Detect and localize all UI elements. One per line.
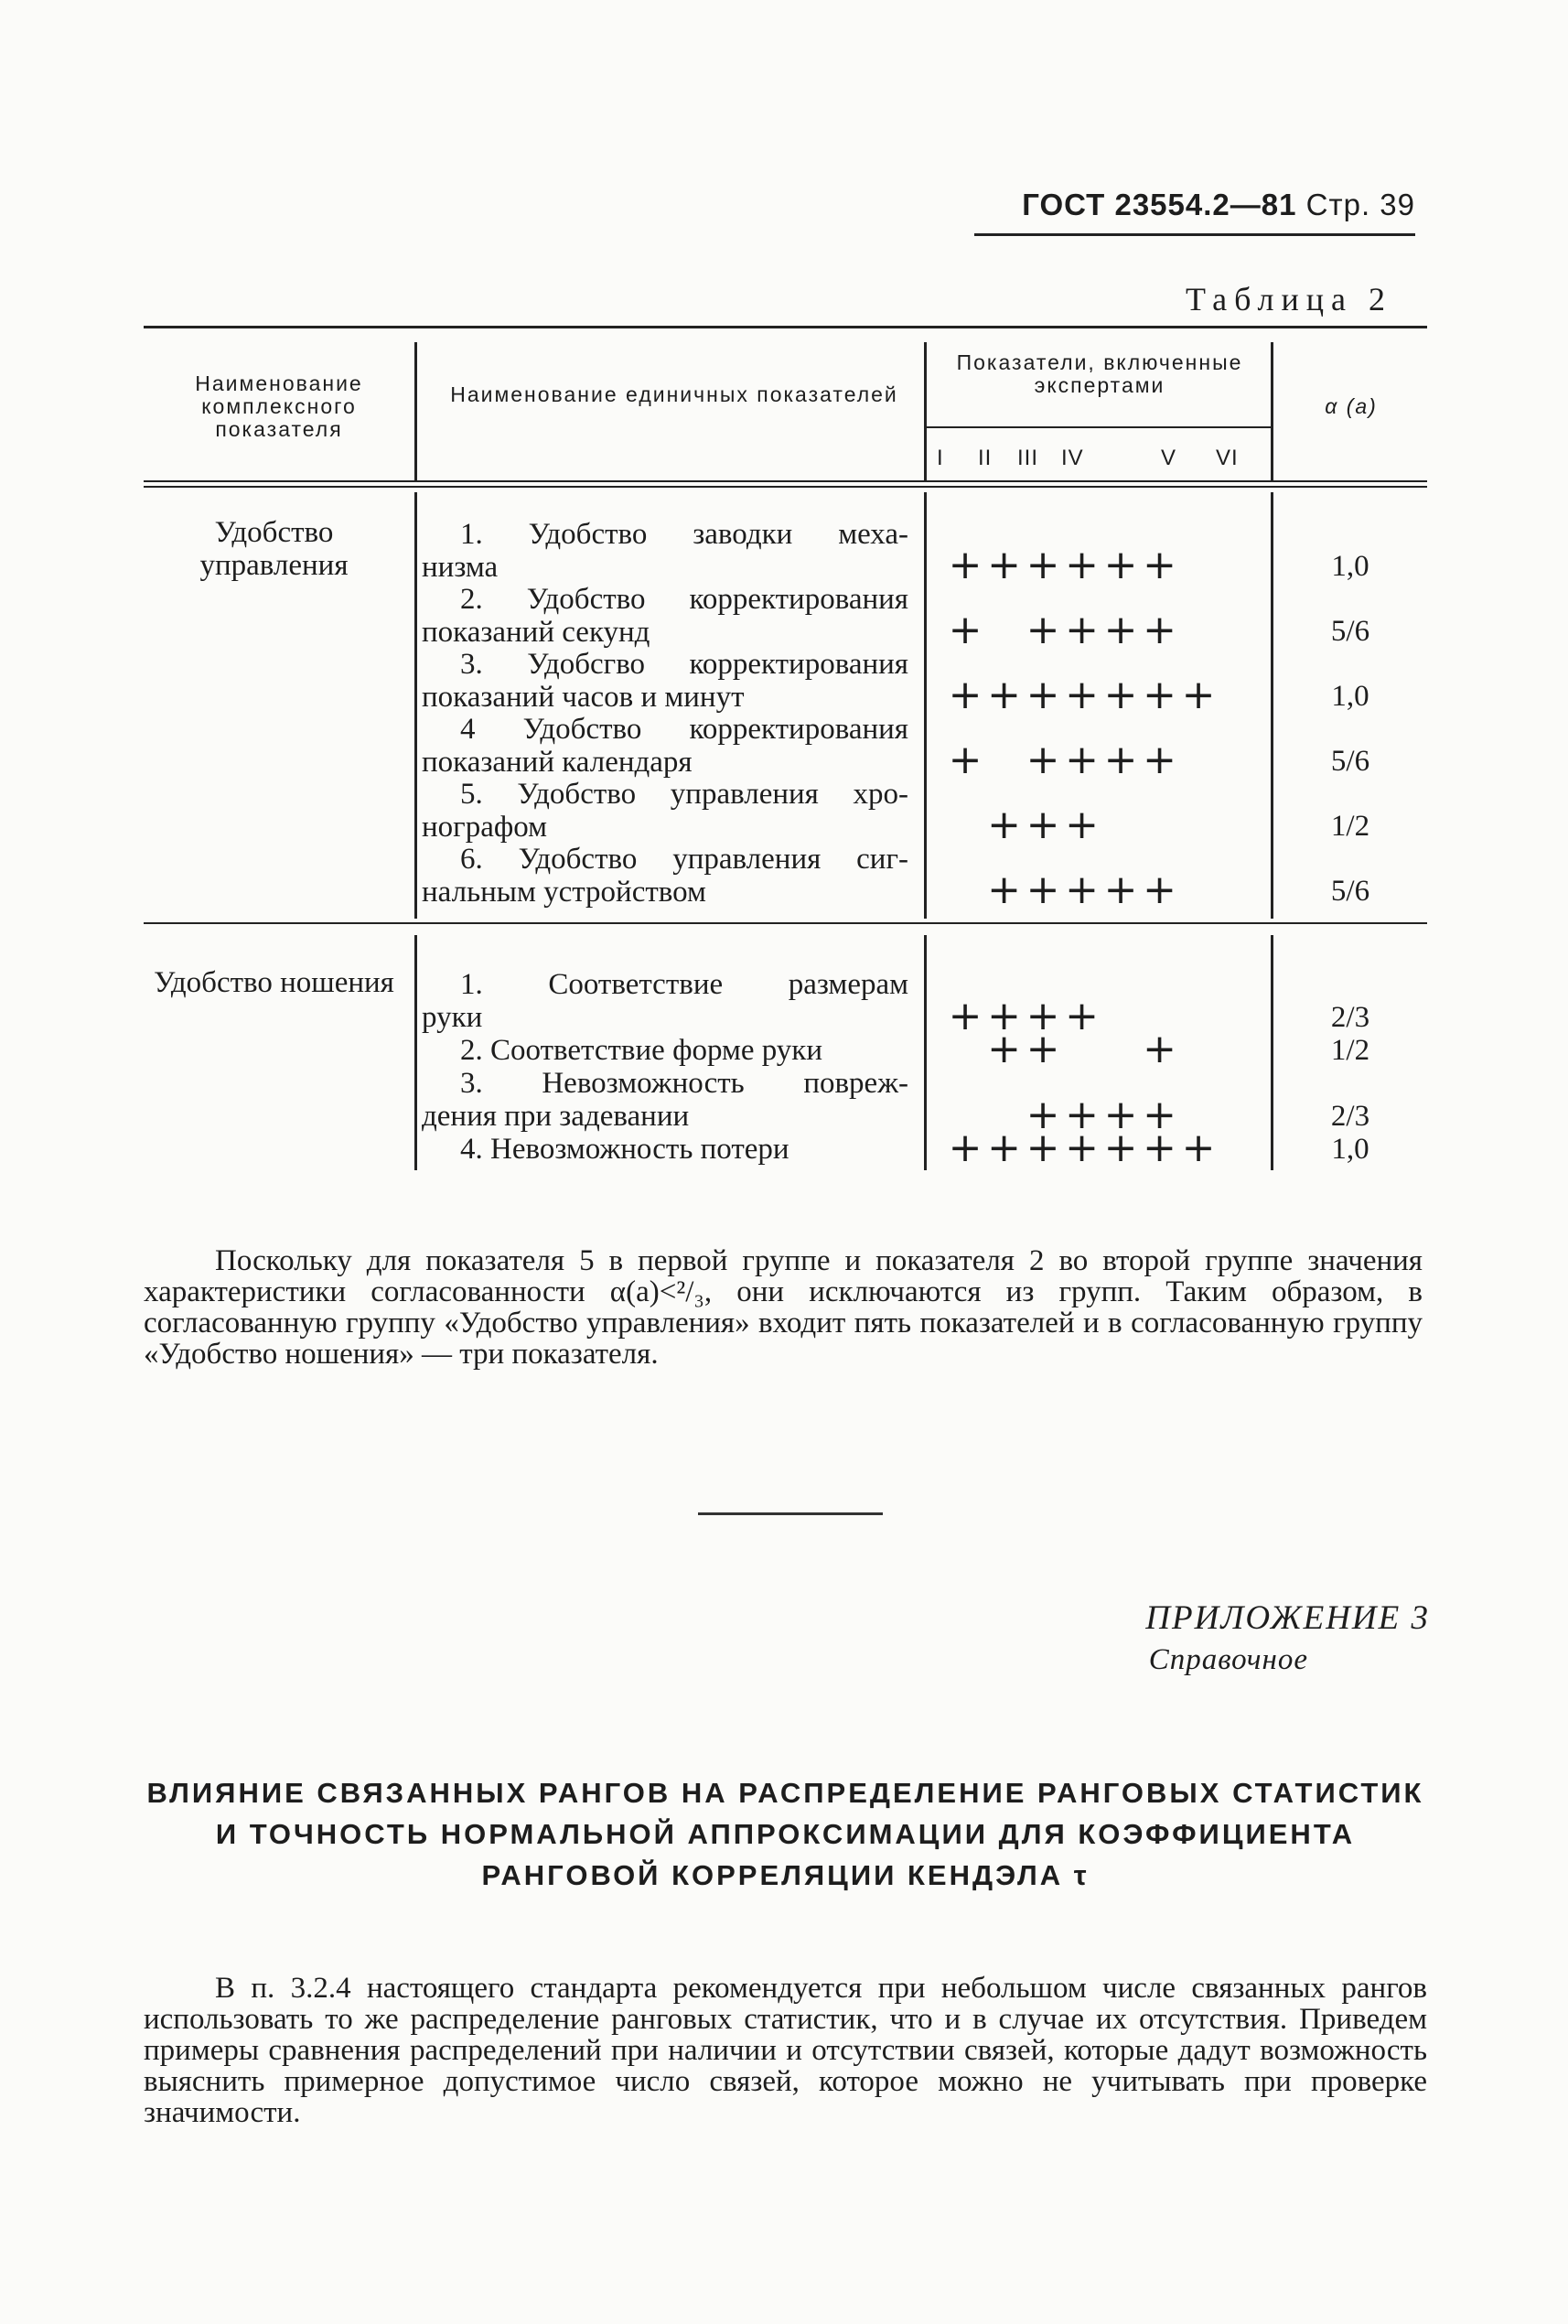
plus-mark: +: [948, 607, 983, 653]
plus-mark: +: [948, 542, 983, 588]
plus-mark: +: [1065, 542, 1099, 588]
plus-mark: +: [1143, 1026, 1176, 1072]
item-label: 2. Удобство корректирования: [460, 583, 908, 616]
item-label: 5. Удобство управления хро-: [460, 778, 908, 811]
plus-mark: +: [948, 993, 983, 1039]
item-label-cont: нальным устройством: [422, 876, 706, 909]
alpha-value: 2/3: [1330, 1001, 1370, 1034]
plus-mark: +: [987, 993, 1021, 1039]
plus-mark: +: [1103, 607, 1138, 653]
plus-mark: +: [1143, 607, 1176, 653]
plus-mark: +: [1103, 1092, 1138, 1138]
alpha-value: 5/6: [1330, 615, 1370, 648]
item-label-cont: показаний часов и минут: [422, 681, 745, 714]
item-label: 3. Невозможность повреж-: [460, 1067, 908, 1100]
plus-mark: +: [1026, 1092, 1060, 1138]
item-label: 4 Удобство корректирования: [460, 713, 908, 746]
header-alpha: α (a): [1325, 394, 1378, 418]
expert-label: V: [1161, 446, 1177, 470]
expert-label: IV: [1061, 446, 1084, 470]
item-label: 2. Соответствие форме руки: [460, 1034, 822, 1067]
plus-mark: +: [948, 672, 983, 718]
plus-mark: +: [1065, 672, 1099, 718]
item-label-cont: дения при задевании: [422, 1100, 690, 1133]
table-top-rule: [144, 326, 1427, 328]
experts-subrule: [927, 426, 1271, 428]
appendix-subtitle: Справочное: [1148, 1643, 1308, 1676]
vline-g2-1: [414, 935, 417, 1170]
item-label: 1. Удобство заводки меха-: [460, 518, 908, 551]
appendix-title: ПРИЛОЖЕНИЕ 3: [1145, 1599, 1430, 1637]
vline-g1-2: [924, 492, 927, 919]
item-label-cont: нографом: [422, 811, 547, 844]
paragraph-exclusion-text: Поскольку для показателя 5 в первой группе и показателя 2 во второй группе значения характеристики согласованности α(a)<²/₃, они исключаются из групп. Таким образом, в согласованную группу «Удобство управления» входит пять показателей и в согласованную группу «Удобство ношения» — три показателя.: [144, 1244, 1423, 1371]
plus-mark: +: [1026, 866, 1060, 913]
item-label-cont: показаний секунд: [422, 616, 650, 649]
plus-mark: +: [1065, 607, 1099, 653]
plus-mark: +: [1026, 542, 1060, 588]
plus-mark: +: [1103, 1124, 1138, 1171]
plus-mark: +: [1143, 1124, 1176, 1171]
alpha-value: 1/2: [1330, 1034, 1370, 1067]
header-rule-2: [144, 486, 1427, 488]
plus-mark: +: [1143, 672, 1176, 718]
plus-mark: +: [1065, 737, 1099, 783]
vline-g1-1: [414, 492, 417, 919]
vline-header-2: [924, 342, 927, 482]
plus-mark: +: [1065, 802, 1099, 848]
paragraph-ties-text: В п. 3.2.4 настоящего стандарта рекомендуется при небольшом числе связанных рангов использовать то же распределение ранговых статистик, что и в случае их отсутствия. Приведем примеры сравнения распределений при наличии и отсутствии связей, которые дадут возможность выяснить примерное допустимое число связей, которое можно не учитывать при проверке значимости.: [144, 1972, 1427, 2129]
alpha-value: 1/2: [1330, 810, 1370, 843]
plus-mark: +: [1065, 866, 1099, 913]
plus-mark: +: [1026, 607, 1060, 653]
alpha-value: 5/6: [1330, 875, 1370, 908]
plus-mark: +: [987, 672, 1021, 718]
plus-mark: +: [1143, 866, 1176, 913]
plus-mark: +: [1026, 672, 1060, 718]
expert-label: I: [937, 446, 944, 470]
plus-mark: +: [1103, 866, 1138, 913]
alpha-value: 1,0: [1331, 550, 1369, 583]
plus-mark: +: [1026, 1124, 1060, 1171]
item-label: 6. Удобство управления сиг-: [460, 843, 908, 876]
vline-header-1: [414, 342, 417, 482]
gost-header: [1022, 188, 1415, 222]
plus-mark: +: [1065, 1092, 1099, 1138]
table-2: [144, 326, 1427, 1186]
plus-mark: +: [1181, 672, 1216, 718]
header-unit: Наименование единичных показателей: [450, 382, 898, 406]
group-separator: [144, 922, 1427, 924]
expert-label: II: [978, 446, 993, 470]
expert-label: III: [1017, 446, 1039, 470]
header-experts: Показатели, включенные экспертами: [956, 350, 1243, 397]
page-header: [974, 188, 1415, 236]
header-complex: Наименование комплексного показателя: [195, 371, 363, 441]
plus-mark: +: [1065, 993, 1099, 1039]
item-label: 1. Соответствие размерам: [460, 968, 908, 1001]
plus-mark: +: [1026, 993, 1060, 1039]
item-label: 4. Невозможность потери: [460, 1133, 789, 1166]
plus-mark: +: [1143, 1092, 1176, 1138]
plus-mark: +: [948, 737, 983, 783]
alpha-value: 5/6: [1330, 745, 1370, 778]
plus-mark: +: [1181, 1124, 1216, 1171]
plus-mark: +: [1065, 1124, 1099, 1171]
plus-mark: +: [987, 1124, 1021, 1171]
expert-label: VI: [1216, 446, 1239, 470]
plus-mark: +: [987, 866, 1021, 913]
vline-header-3: [1271, 342, 1273, 482]
section-title: ВЛИЯНИЕ СВЯЗАННЫХ РАНГОВ НА РАСПРЕДЕЛЕНИЕ РАНГОВЫХ СТАТИСТИК И ТОЧНОСТЬ НОРМАЛЬНОЙ АППРОКСИМАЦИИ ДЛЯ КОЭФФИЦИЕНТА РАНГОВОЙ КОРРЕЛЯЦИИ КЕНДЭЛА τ: [146, 1777, 1424, 1891]
plus-mark: +: [1143, 542, 1176, 588]
plus-mark: +: [987, 542, 1021, 588]
plus-mark: +: [1026, 802, 1060, 848]
plus-mark: +: [1026, 1026, 1060, 1072]
page-number: Стр. 39: [1305, 188, 1415, 221]
item-label: 3. Удобсгво корректирования: [460, 648, 908, 681]
alpha-value: 1,0: [1331, 680, 1369, 713]
table-caption: Таблица 2: [1186, 281, 1392, 317]
header-rule-1: [144, 480, 1427, 482]
plus-mark: +: [1026, 737, 1060, 783]
alpha-value: 1,0: [1331, 1133, 1369, 1166]
item-label-cont: низма: [422, 551, 499, 584]
paragraph-ties: [144, 1973, 1427, 2128]
plus-mark: +: [948, 1124, 983, 1171]
plus-mark: +: [987, 1026, 1021, 1072]
plus-mark: +: [1103, 672, 1138, 718]
plus-mark: +: [1103, 542, 1138, 588]
gost-number: ГОСТ 23554.2—81: [1022, 188, 1297, 221]
category-wearing: Удобство ношения: [154, 966, 394, 999]
paragraph-exclusion: [144, 1245, 1423, 1370]
item-label-cont: руки: [422, 1001, 483, 1034]
plus-mark: +: [1143, 737, 1176, 783]
alpha-value: 2/3: [1330, 1100, 1370, 1133]
section-separator: [698, 1512, 883, 1515]
plus-mark: +: [1103, 737, 1138, 783]
category-control: Удобство управления: [199, 516, 349, 582]
plus-mark: +: [987, 802, 1021, 848]
item-label-cont: показаний календаря: [422, 746, 693, 779]
